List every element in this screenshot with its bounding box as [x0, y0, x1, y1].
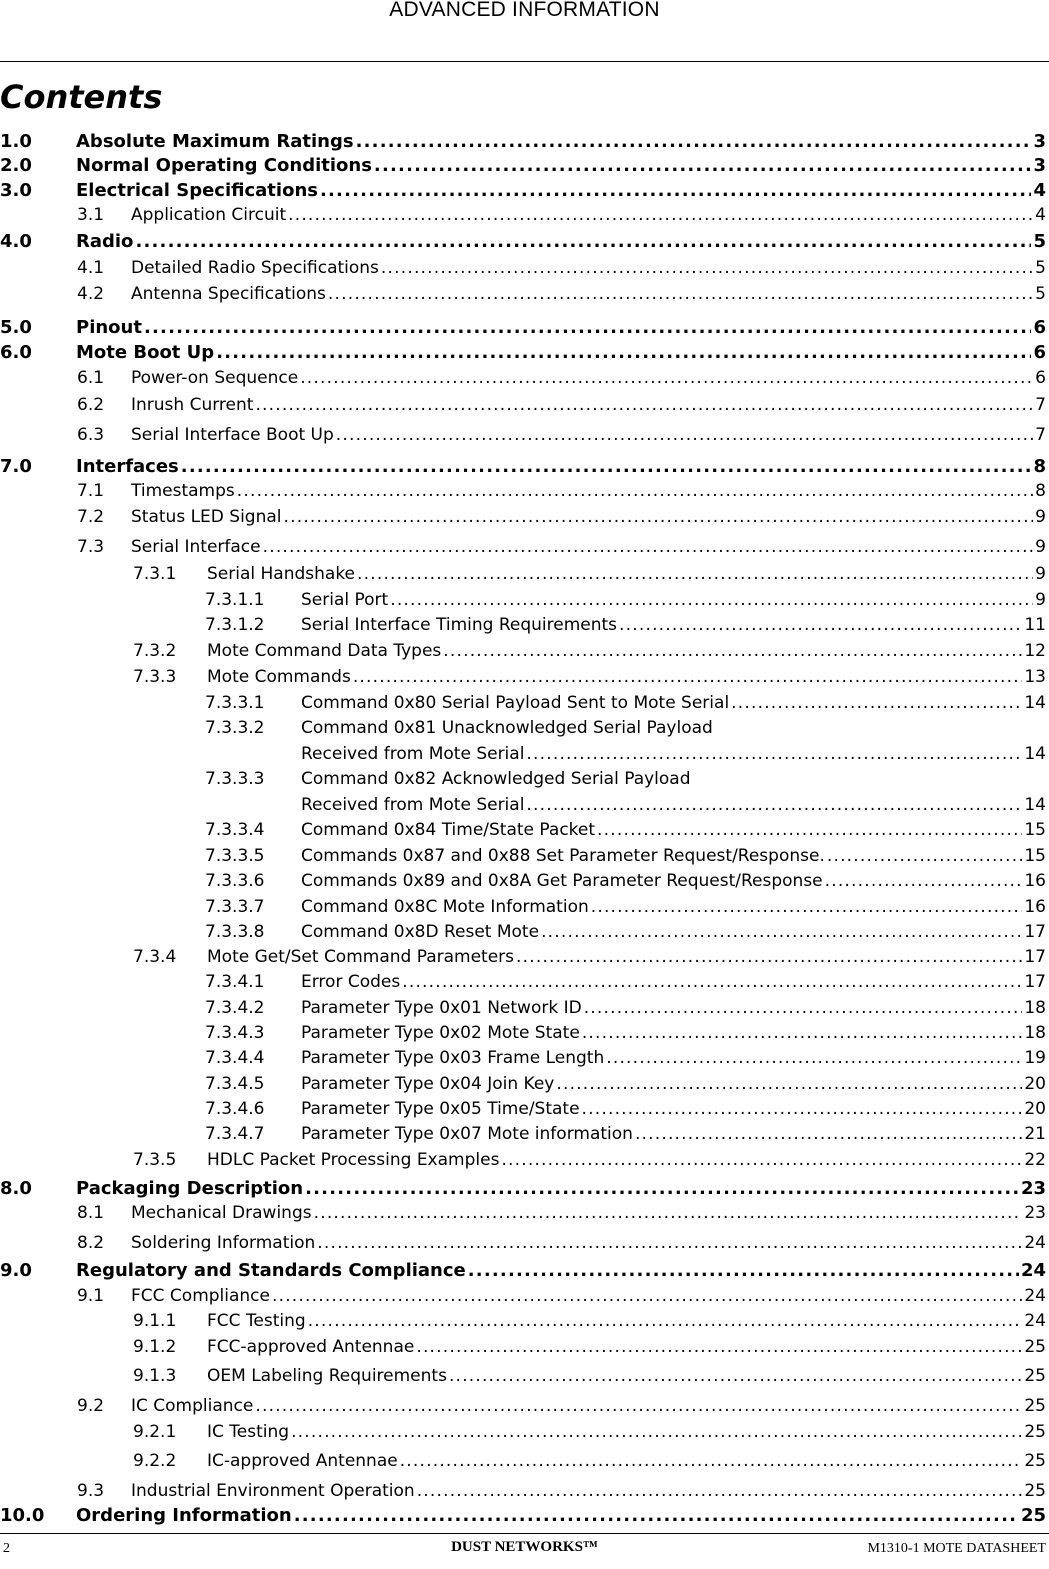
toc-entry-label: Command 0x8D Reset Mote [301, 922, 540, 942]
toc-entry-label: Serial Interface [131, 537, 261, 557]
toc-entry-label: Received from Mote Serial [301, 744, 525, 764]
toc-entry-number: 5.0 [0, 317, 32, 338]
dot-leader [416, 1337, 1022, 1357]
toc-entry-label: FCC Testing [207, 1311, 306, 1331]
toc-entry-page: 13 [1024, 667, 1046, 687]
toc-entry[interactable] [0, 456, 1046, 481]
dot-leader [825, 871, 1023, 891]
toc-entry-number: 7.2 [77, 507, 105, 527]
contents-title: Contents [0, 78, 163, 116]
toc-entry[interactable] [0, 231, 1046, 256]
toc-entry-number: 4.0 [0, 231, 32, 252]
toc-entry[interactable] [0, 258, 1046, 283]
toc-entry-number: 9.3 [77, 1481, 105, 1501]
toc-entry[interactable] [0, 1099, 1046, 1124]
dot-leader [314, 1203, 1023, 1223]
dot-leader [468, 1260, 1019, 1281]
toc-entry[interactable] [0, 871, 1046, 896]
toc-entry-label: Packaging Description [76, 1178, 304, 1199]
toc-entry-number: 9.1.3 [133, 1366, 177, 1386]
dot-leader [501, 1150, 1022, 1170]
toc-entry-label: Parameter Type 0x04 Join Key [301, 1074, 555, 1094]
toc-entry-page: 16 [1024, 871, 1046, 891]
toc-entry-number: 7.3.2 [133, 641, 177, 661]
dot-leader [320, 180, 1031, 201]
toc-entry-page: 8 [1033, 456, 1046, 477]
dot-leader [353, 667, 1023, 687]
dot-leader [606, 1048, 1022, 1068]
toc-entry[interactable] [0, 1311, 1046, 1336]
toc-entry-label: Timestamps [131, 481, 235, 501]
toc-entry-number: 3.1 [77, 205, 105, 225]
toc-entry-page: 19 [1024, 1048, 1046, 1068]
toc-entry-label: Parameter Type 0x02 Mote State [301, 1023, 580, 1043]
dot-leader [591, 897, 1023, 917]
dot-leader [516, 947, 1022, 967]
toc-entry-label: Ordering Information [76, 1505, 292, 1526]
toc-entry[interactable] [0, 1481, 1046, 1506]
toc-entry-page: 16 [1024, 897, 1046, 917]
toc-entry-number: 9.2 [77, 1396, 105, 1416]
toc-entry-page: 5 [1035, 284, 1046, 304]
toc-entry-number: 4.2 [77, 284, 105, 304]
toc-entry-number: 1.0 [0, 131, 32, 152]
dot-leader [374, 155, 1032, 176]
toc-entry[interactable] [0, 180, 1046, 205]
toc-entry[interactable] [0, 1074, 1046, 1099]
toc-entry[interactable] [0, 131, 1046, 156]
toc-entry-label: Regulatory and Standards Compliance [76, 1260, 466, 1281]
dot-leader [305, 1178, 1019, 1199]
toc-entry-page: 20 [1024, 1074, 1046, 1094]
toc-entry-label: Serial Port [301, 590, 389, 610]
toc-entry-number: 9.2.1 [133, 1422, 177, 1442]
toc-entry-number: 7.3.4.1 [205, 972, 265, 992]
toc-entry-page: 22 [1024, 1150, 1046, 1170]
dot-leader [443, 641, 1022, 661]
toc-entry-number: 8.2 [77, 1233, 105, 1253]
toc-entry-label: Antenna Specifications [131, 284, 326, 304]
dot-leader [317, 1233, 1022, 1253]
dot-leader [272, 1286, 1022, 1306]
dot-leader [597, 820, 1022, 840]
toc-entry-page: 18 [1024, 998, 1046, 1018]
toc-entry[interactable] [0, 1337, 1046, 1362]
toc-entry[interactable] [0, 744, 1046, 769]
toc-entry-label: Inrush Current [131, 395, 254, 415]
toc-entry-label: Mechanical Drawings [131, 1203, 312, 1223]
toc-entry-number: 7.3.3.2 [205, 718, 265, 738]
toc-entry-number: 6.0 [0, 342, 32, 363]
toc-entry-page: 7 [1035, 425, 1046, 445]
toc-entry-number: 7.3.5 [133, 1150, 177, 1170]
toc-entry-number: 7.0 [0, 456, 32, 477]
toc-entry-page: 25 [1024, 1396, 1046, 1416]
toc-entry-page: 24 [1024, 1286, 1046, 1306]
toc-entry[interactable] [0, 769, 1046, 794]
toc-entry-label: Parameter Type 0x07 Mote information [301, 1124, 633, 1144]
toc-entry[interactable] [0, 1150, 1046, 1175]
toc-entry[interactable] [0, 155, 1046, 180]
toc-entry-number: 3.0 [0, 180, 32, 201]
toc-entry-label: Soldering Information [131, 1233, 316, 1253]
dot-leader [526, 795, 1022, 815]
dot-leader [216, 342, 1031, 363]
toc-entry[interactable] [0, 1396, 1046, 1421]
toc-entry-page: 24 [1020, 1260, 1046, 1281]
toc-entry-number: 2.0 [0, 155, 32, 176]
toc-entry-number: 8.1 [77, 1203, 105, 1223]
toc-entry-page: 15 [1024, 846, 1046, 866]
toc-entry[interactable] [0, 795, 1046, 820]
toc-entry[interactable] [0, 317, 1046, 342]
dot-leader [357, 564, 1033, 584]
toc-entry[interactable] [0, 693, 1046, 718]
toc-entry-page: 17 [1024, 947, 1046, 967]
dot-leader [556, 1074, 1022, 1094]
toc-entry-page: 8 [1035, 481, 1046, 501]
toc-entry-label: IC Compliance [131, 1396, 254, 1416]
toc-entry-number: 7.3.4.6 [205, 1099, 265, 1119]
toc-entry[interactable] [0, 667, 1046, 692]
toc-entry-number: 7.3.1 [133, 564, 177, 584]
dot-leader [284, 507, 1034, 527]
toc-entry-number: 10.0 [0, 1505, 45, 1526]
toc-entry-page: 23 [1024, 1203, 1046, 1223]
toc-entry-label: IC-approved Antennae [207, 1451, 398, 1471]
toc-entry-page: 17 [1024, 922, 1046, 942]
toc-entry[interactable] [0, 1048, 1046, 1073]
toc-entry[interactable] [0, 564, 1046, 589]
dot-leader [827, 846, 1023, 866]
toc-entry-label: HDLC Packet Processing Examples [207, 1150, 500, 1170]
toc-entry-page: 25 [1020, 1505, 1046, 1526]
toc-entry-page: 3 [1033, 155, 1046, 176]
toc-entry-page: 9 [1035, 537, 1046, 557]
toc-entry[interactable] [0, 820, 1046, 845]
toc-entry-page: 9 [1035, 564, 1046, 584]
toc-entry-label: Mote Commands [207, 667, 351, 687]
toc-entry-number: 7.3.4.7 [205, 1124, 265, 1144]
toc-entry-label: Interfaces [76, 456, 179, 477]
dot-leader [181, 456, 1032, 477]
header-advanced-information: ADVANCED INFORMATION [389, 0, 660, 21]
toc-entry-page: 9 [1035, 507, 1046, 527]
dot-leader [582, 1099, 1023, 1119]
toc-entry[interactable] [0, 1023, 1046, 1048]
toc-entry[interactable] [0, 1422, 1046, 1447]
toc-entry-label: Commands 0x89 and 0x8A Get Parameter Request/Response [301, 871, 823, 891]
toc-entry-label: OEM Labeling Requirements [207, 1366, 447, 1386]
toc-entry-page: 5 [1033, 231, 1046, 252]
toc-entry-number: 7.3.3.6 [205, 871, 265, 891]
toc-entry-label: IC Testing [207, 1422, 290, 1442]
toc-entry-number: 7.3.1.2 [205, 615, 265, 635]
toc-entry-page: 6 [1035, 368, 1046, 388]
toc-entry-label: FCC Compliance [131, 1286, 270, 1306]
toc-entry-page: 14 [1024, 795, 1046, 815]
toc-entry-label: Received from Mote Serial [301, 795, 525, 815]
toc-entry-label: Serial Interface Boot Up [131, 425, 334, 445]
toc-entry-label: Parameter Type 0x03 Frame Length [301, 1048, 605, 1068]
toc-entry-label: Industrial Environment Operation [131, 1481, 415, 1501]
toc-entry-page: 24 [1024, 1233, 1046, 1253]
toc-entry-number: 7.3.4.5 [205, 1074, 265, 1094]
toc-entry-page: 17 [1024, 972, 1046, 992]
toc-entry-label: FCC-approved Antennae [207, 1337, 415, 1357]
toc-entry-page: 21 [1024, 1124, 1046, 1144]
toc-entry-number: 7.3.3 [133, 667, 177, 687]
toc-entry-label: Radio [76, 231, 134, 252]
dot-leader [144, 317, 1032, 338]
toc-entry-page: 23 [1020, 1178, 1046, 1199]
toc-entry-label: Mote Boot Up [76, 342, 215, 363]
toc-entry[interactable] [0, 1451, 1046, 1476]
dot-leader [336, 425, 1033, 445]
toc-entry[interactable] [0, 1178, 1046, 1203]
toc-entry-page: 14 [1024, 693, 1046, 713]
toc-entry-page: 24 [1024, 1311, 1046, 1331]
toc-entry-label: Normal Operating Conditions [76, 155, 372, 176]
toc-entry[interactable] [0, 395, 1046, 420]
dot-leader [356, 131, 1032, 152]
dot-leader [255, 395, 1033, 415]
dot-leader [381, 258, 1033, 278]
toc-entry[interactable] [0, 1233, 1046, 1258]
toc-entry[interactable] [0, 507, 1046, 532]
dot-leader [731, 693, 1022, 713]
toc-entry-number: 7.3.4.4 [205, 1048, 265, 1068]
toc-entry[interactable] [0, 1203, 1046, 1228]
toc-entry-page: 18 [1024, 1023, 1046, 1043]
dot-leader [255, 1396, 1022, 1416]
dot-leader [263, 537, 1034, 557]
dot-leader [417, 1481, 1023, 1501]
toc-entry-number: 6.2 [77, 395, 105, 415]
toc-entry-number: 4.1 [77, 258, 105, 278]
toc-entry-number: 9.1 [77, 1286, 105, 1306]
dot-leader [294, 1505, 1019, 1526]
toc-entry-number: 7.3.4.2 [205, 998, 265, 1018]
toc-entry-number: 7.3.1.1 [205, 590, 265, 610]
toc-entry-number: 7.3.3.5 [205, 846, 265, 866]
toc-entry[interactable] [0, 972, 1046, 997]
dot-leader [288, 205, 1033, 225]
toc-entry-label: Pinout [76, 317, 142, 338]
dot-leader [449, 1366, 1022, 1386]
toc-entry-number: 7.3.4 [133, 947, 177, 967]
toc-entry-number: 9.1.1 [133, 1311, 177, 1331]
toc-entry-page: 25 [1024, 1481, 1046, 1501]
toc-entry-number: 7.3.3.3 [205, 769, 265, 789]
toc-entry-number: 9.2.2 [133, 1451, 177, 1471]
dot-leader [390, 590, 1033, 610]
toc-entry-page: 14 [1024, 744, 1046, 764]
toc-entry[interactable] [0, 1505, 1046, 1530]
toc-entry-page: 9 [1035, 590, 1046, 610]
toc-entry-page: 25 [1024, 1422, 1046, 1442]
footer-document-title: M1310-1 MOTE DATASHEET [867, 1541, 1046, 1556]
toc-entry[interactable] [0, 1286, 1046, 1311]
toc-entry-label: Command 0x82 Acknowledged Serial Payload [301, 769, 691, 789]
toc-entry[interactable] [0, 590, 1046, 615]
dot-leader [308, 1311, 1023, 1331]
dot-leader [400, 1451, 1023, 1471]
toc-entry-page: 20 [1024, 1099, 1046, 1119]
toc-entry-number: 6.1 [77, 368, 105, 388]
toc-entry-number: 7.3.3.8 [205, 922, 265, 942]
toc-entry-label: Serial Handshake [207, 564, 356, 584]
toc-entry-number: 7.3.3.1 [205, 693, 265, 713]
toc-entry[interactable] [0, 537, 1046, 562]
dot-leader [328, 284, 1033, 304]
toc-entry-label: Absolute Maximum Ratings [76, 131, 354, 152]
toc-entry-number: 8.0 [0, 1178, 32, 1199]
toc-entry-page: 25 [1024, 1337, 1046, 1357]
dot-leader [237, 481, 1033, 501]
dot-leader [582, 1023, 1023, 1043]
dot-leader [402, 972, 1022, 992]
toc-entry-label: Parameter Type 0x01 Network ID [301, 998, 582, 1018]
toc-entry[interactable] [0, 846, 1046, 871]
toc-entry-label: Power-on Sequence [131, 368, 299, 388]
toc-entry[interactable] [0, 1366, 1046, 1391]
toc-entry-label: Serial Interface Timing Requirements [301, 615, 618, 635]
toc-entry-number: 9.1.2 [133, 1337, 177, 1357]
toc-entry[interactable] [0, 368, 1046, 393]
toc-entry-label: Error Codes [301, 972, 401, 992]
toc-entry[interactable] [0, 998, 1046, 1023]
dot-leader [300, 368, 1033, 388]
toc-entry[interactable] [0, 284, 1046, 309]
dot-leader [526, 744, 1022, 764]
toc-entry[interactable] [0, 641, 1046, 666]
toc-entry-label: Command 0x8C Mote Information [301, 897, 589, 917]
toc-entry[interactable] [0, 615, 1046, 640]
toc-entry-label: Parameter Type 0x05 Time/State [301, 1099, 580, 1119]
toc-entry-label: Mote Get/Set Command Parameters [207, 947, 515, 967]
dot-leader [541, 922, 1022, 942]
toc-entry[interactable] [0, 897, 1046, 922]
toc-entry-number: 9.0 [0, 1260, 32, 1281]
toc-entry-page: 6 [1033, 317, 1046, 338]
footer-company: DUST NETWORKS™ [451, 1539, 598, 1555]
toc-entry-page: 7 [1035, 395, 1046, 415]
toc-entry-number: 7.3.3.7 [205, 897, 265, 917]
toc-entry-page: 15 [1024, 820, 1046, 840]
toc-entry-label: Command 0x84 Time/State Packet [301, 820, 596, 840]
toc-entry-page: 4 [1035, 205, 1046, 225]
toc-entry[interactable] [0, 922, 1046, 947]
toc-entry-number: 7.1 [77, 481, 105, 501]
toc-entry-page: 11 [1024, 615, 1046, 635]
toc-entry[interactable] [0, 205, 1046, 230]
toc-entry[interactable] [0, 481, 1046, 506]
dot-leader [135, 231, 1031, 252]
toc-entry-label: Status LED Signal [131, 507, 282, 527]
toc-entry-label: Commands 0x87 and 0x88 Set Parameter Request/Response. [301, 846, 825, 866]
footer-rule [0, 1533, 1049, 1534]
toc-entry[interactable] [0, 1124, 1046, 1149]
toc-entry-label: Electrical Specifications [76, 180, 318, 201]
toc-entry-page: 6 [1033, 342, 1046, 363]
toc-entry[interactable] [0, 1260, 1046, 1285]
toc-entry[interactable] [0, 947, 1046, 972]
dot-leader [291, 1422, 1022, 1442]
toc-entry-page: 4 [1033, 180, 1046, 201]
toc-entry-label: Application Circuit [131, 205, 287, 225]
toc-entry-number: 6.3 [77, 425, 105, 445]
toc-entry-page: 12 [1024, 641, 1046, 661]
toc-entry-number: 7.3 [77, 537, 105, 557]
toc-entry-label: Command 0x80 Serial Payload Sent to Mote Serial [301, 693, 730, 713]
toc-entry-page: 3 [1033, 131, 1046, 152]
dot-leader [584, 998, 1023, 1018]
dot-leader [619, 615, 1022, 635]
toc-entry[interactable] [0, 342, 1046, 367]
dot-leader [635, 1124, 1022, 1144]
footer-page-number: 2 [3, 1541, 10, 1556]
toc-entry-label: Mote Command Data Types [207, 641, 442, 661]
toc-entry[interactable] [0, 425, 1046, 450]
toc-entry-number: 7.3.4.3 [205, 1023, 265, 1043]
toc-entry-label: Command 0x81 Unacknowledged Serial Payload [301, 718, 713, 738]
toc-entry-number: 7.3.3.4 [205, 820, 265, 840]
toc-entry[interactable] [0, 718, 1046, 743]
toc-entry-label: Detailed Radio Specifications [131, 258, 379, 278]
toc-entry-page: 25 [1024, 1366, 1046, 1386]
toc-entry-page: 25 [1024, 1451, 1046, 1471]
toc-entry-page: 5 [1035, 258, 1046, 278]
